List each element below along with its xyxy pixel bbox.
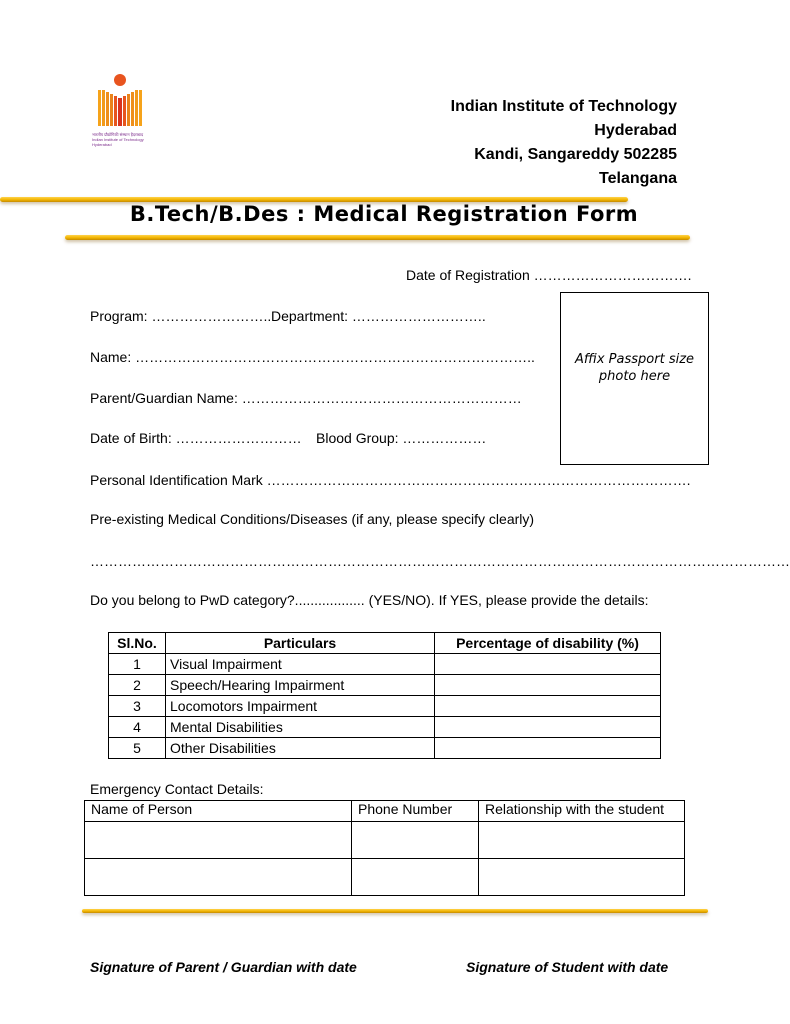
medical-conditions-label: Pre-existing Medical Conditions/Diseases (if any, please specify clearly) [90,511,535,527]
contact-phone-cell[interactable] [352,822,479,859]
contact-relationship-cell[interactable] [479,859,685,896]
table-row [109,675,661,696]
photo-text-line-2: photo here [598,369,671,384]
contact-relationship-cell[interactable] [479,822,685,859]
column-header-relationship: Relationship with the student [479,801,685,822]
column-header-percentage: Percentage of disability (%) [435,633,661,654]
form-title: B.Tech/B.Des : Medical Registration Form [129,202,639,226]
parent-signature-label: Signature of Parent / Guardian with date [90,959,357,975]
emergency-contact-table [84,800,685,896]
address-line-4: Telangana [599,170,677,187]
table-row [85,859,685,896]
table-row [85,822,685,859]
particular-cell: Mental Disabilities [166,717,435,738]
identification-mark-field[interactable]: Personal Identification Mark ………………………………………………………………………………. [90,472,691,488]
percentage-cell[interactable] [435,654,661,675]
passport-photo-box [560,292,709,465]
contact-phone-cell[interactable] [352,859,479,896]
percentage-cell[interactable] [435,717,661,738]
column-header-name: Name of Person [85,801,352,822]
emergency-contact-label: Emergency Contact Details: [90,781,264,797]
photo-instructions [561,351,708,385]
address-line-1: Indian Institute of Technology [450,98,677,115]
date-of-birth-field[interactable]: Date of Birth: ……………………… [90,430,302,446]
address-line-3: Kandi, Sangareddy 502285 [474,146,677,163]
institute-address [451,95,677,191]
pwd-details-table [108,632,661,759]
address-line-2: Hyderabad [594,122,677,139]
header-divider-top [0,197,628,202]
program-field[interactable]: Program: …………………….. [90,308,272,324]
table-row [109,654,661,675]
particular-cell: Visual Impairment [166,654,435,675]
table-row [109,717,661,738]
sl-no-cell: 2 [109,675,166,696]
particular-cell: Other Disabilities [166,738,435,759]
sl-no-cell: 3 [109,696,166,717]
contact-name-cell[interactable] [85,859,352,896]
pwd-question: Do you belong to PwD category?.................. (YES/NO). If YES, please provide the details: [90,592,649,608]
name-field[interactable]: Name: ………………………………………………………………………….. [90,349,535,365]
sl-no-cell: 5 [109,738,166,759]
photo-text-line-1: Affix Passport size [574,352,695,367]
parent-guardian-field[interactable]: Parent/Guardian Name: …………………………………………………… [90,390,522,406]
column-header-particulars: Particulars [166,633,435,654]
table-row [109,696,661,717]
medical-conditions-line[interactable]: …………………………………………………………………………………………………………………………………… [90,553,790,569]
department-field[interactable]: Department: ……………………….. [271,308,486,324]
header-divider-bottom [65,235,690,240]
footer-divider [82,909,708,913]
table-header-row [109,633,661,654]
column-header-sl-no: Sl.No. [109,633,166,654]
blood-group-field[interactable]: Blood Group: ……………… [316,430,487,446]
percentage-cell[interactable] [435,675,661,696]
sl-no-cell: 1 [109,654,166,675]
contact-name-cell[interactable] [85,822,352,859]
particular-cell: Speech/Hearing Impairment [166,675,435,696]
percentage-cell[interactable] [435,696,661,717]
percentage-cell[interactable] [435,738,661,759]
logo-caption: भारतीय प्रौद्योगिकी संस्थान हैदराबाद Indian Institute of Technology Hyderabad [92,132,144,147]
table-row [109,738,661,759]
sl-no-cell: 4 [109,717,166,738]
student-signature-label: Signature of Student with date [466,959,669,975]
table-header-row [85,801,685,822]
column-header-phone: Phone Number [352,801,479,822]
particular-cell: Locomotors Impairment [166,696,435,717]
date-of-registration-field[interactable]: Date of Registration ……………………………. [406,267,692,283]
